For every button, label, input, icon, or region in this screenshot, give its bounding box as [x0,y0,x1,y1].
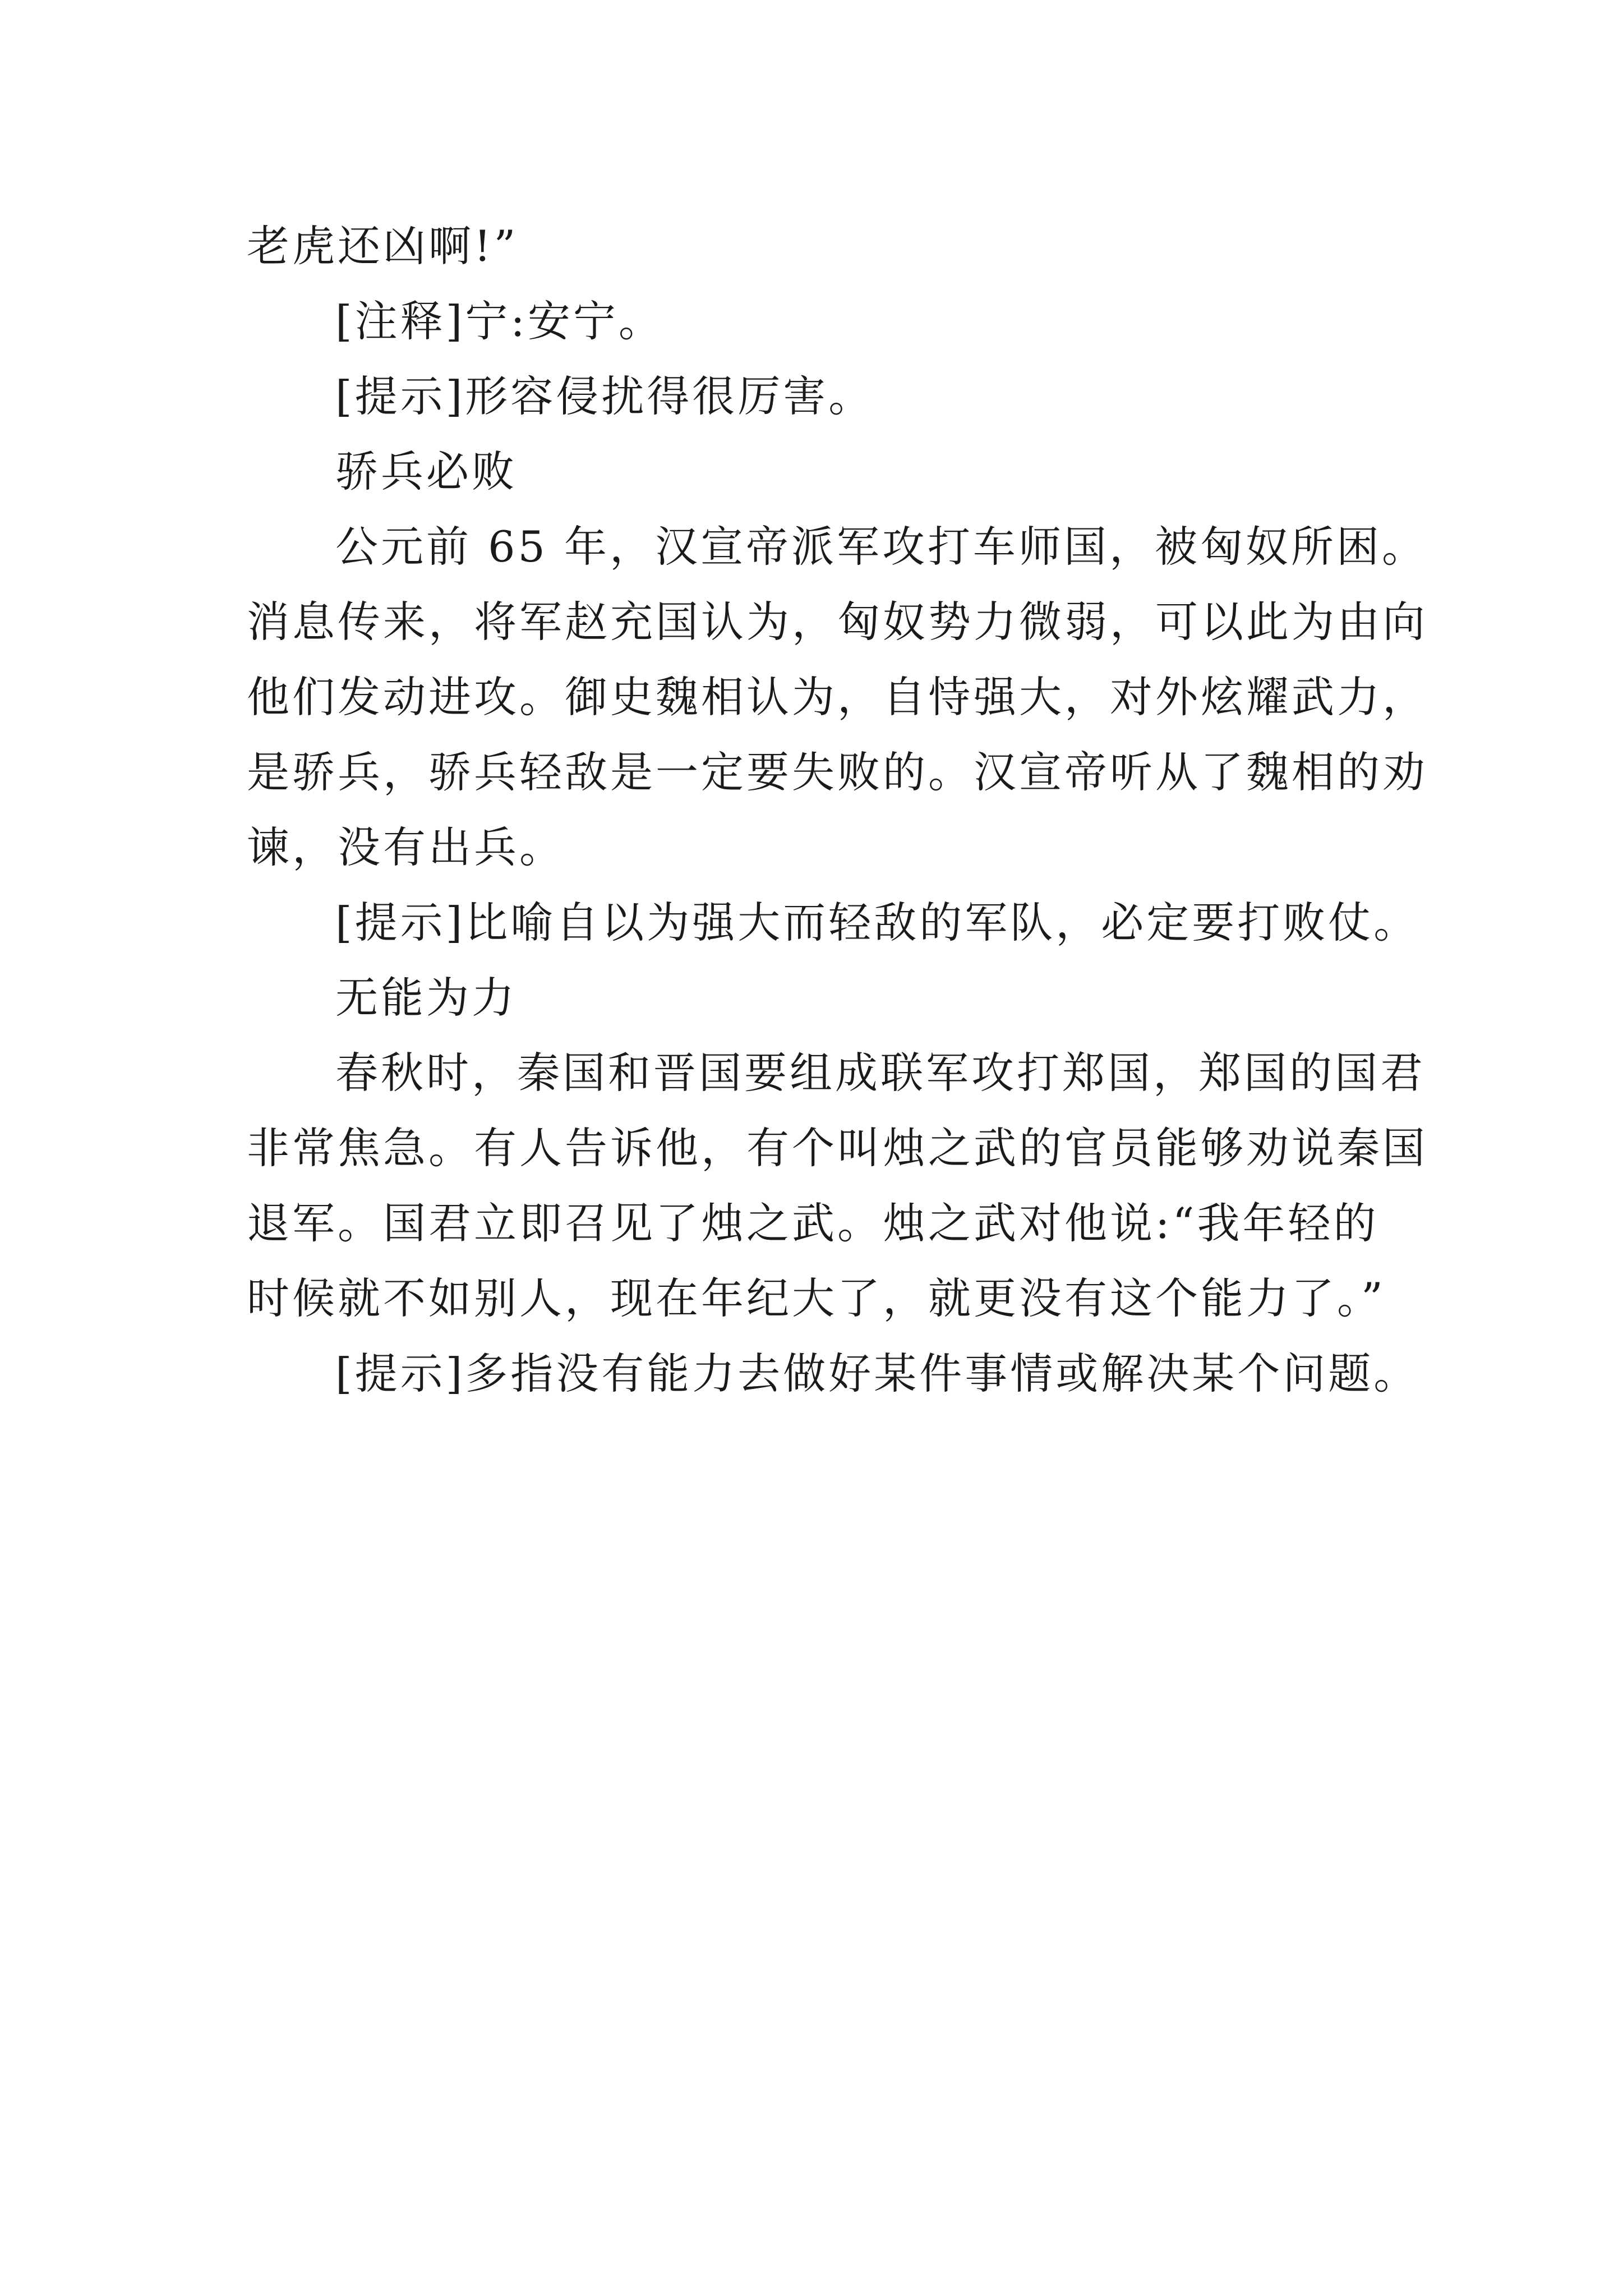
text-line: 老虎还凶啊!” [247,221,519,271]
body-text [247,209,1428,1411]
hint-line: [提示]多指没有能力去做好某件事情或解决某个问题。 [335,1349,1419,1398]
text-line: 春秋时，秦国和晋国要组成联军攻打郑国，郑国的国君 [335,1048,1426,1098]
text-line: 他们发动进攻。御史魏相认为，自恃强大，对外炫耀武力， [247,672,1428,722]
annotation-line: [注释]宁:安宁。 [335,296,664,346]
hint-line: [提示]比喻自以为强大而轻敌的军队，必定要打败仗。 [335,898,1419,947]
hint-line: [提示]形容侵扰得很厉害。 [335,371,874,421]
text-line: 公元前 65 年，汉宣帝派军攻打车师国，被匈奴所困。 [335,522,1428,572]
text-line: 消息传来，将军赵充国认为，匈奴势力微弱，可以此为由向 [247,597,1428,647]
text-line: 谏，没有出兵。 [247,822,565,872]
text-line: 非常焦急。有人告诉他，有个叫烛之武的官员能够劝说秦国 [247,1123,1428,1173]
text-line: 退军。国君立即召见了烛之武。烛之武对他说:“我年轻的 [247,1198,1379,1248]
idiom-heading: 骄兵必败 [335,447,517,496]
text-line: 是骄兵，骄兵轻敌是一定要失败的。汉宣帝听从了魏相的劝 [247,747,1428,797]
text-line: 时候就不如别人，现在年纪大了，就更没有这个能力了。” [247,1273,1386,1323]
idiom-heading: 无能为力 [335,973,517,1023]
